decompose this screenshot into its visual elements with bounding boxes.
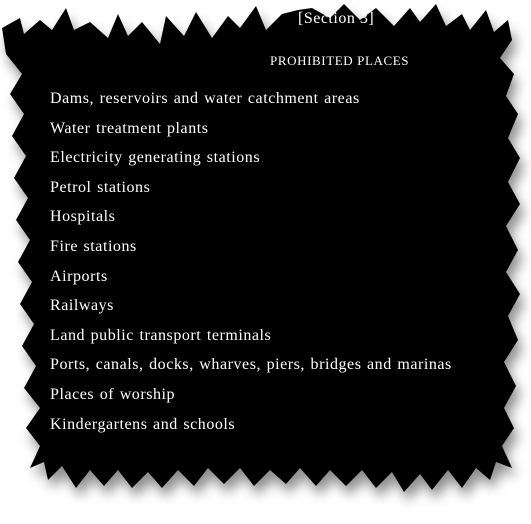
list-item: Hospitals [50, 208, 116, 226]
section-heading: PROHIBITED PLACES [270, 53, 410, 68]
list-item: Airports [50, 267, 108, 285]
list-item: Water treatment plants [50, 119, 209, 137]
list-item: Ports, canals, docks, wharves, piers, bridges and marinas [50, 356, 452, 374]
list-item: Land public transport terminals [50, 326, 272, 344]
section-reference: [Section 3] [298, 10, 375, 27]
list-item: Railways [50, 297, 114, 315]
list-item: Places of worship [50, 385, 176, 403]
list-item: Dams, reservoirs and water catchment areas [50, 90, 360, 107]
list-item: Fire stations [50, 237, 137, 255]
prohibited-places-list [50, 89, 452, 444]
list-item: Kindergartens and schools [50, 415, 236, 433]
list-item: Petrol stations [50, 178, 151, 196]
list-item: Electricity generating stations [50, 149, 261, 167]
